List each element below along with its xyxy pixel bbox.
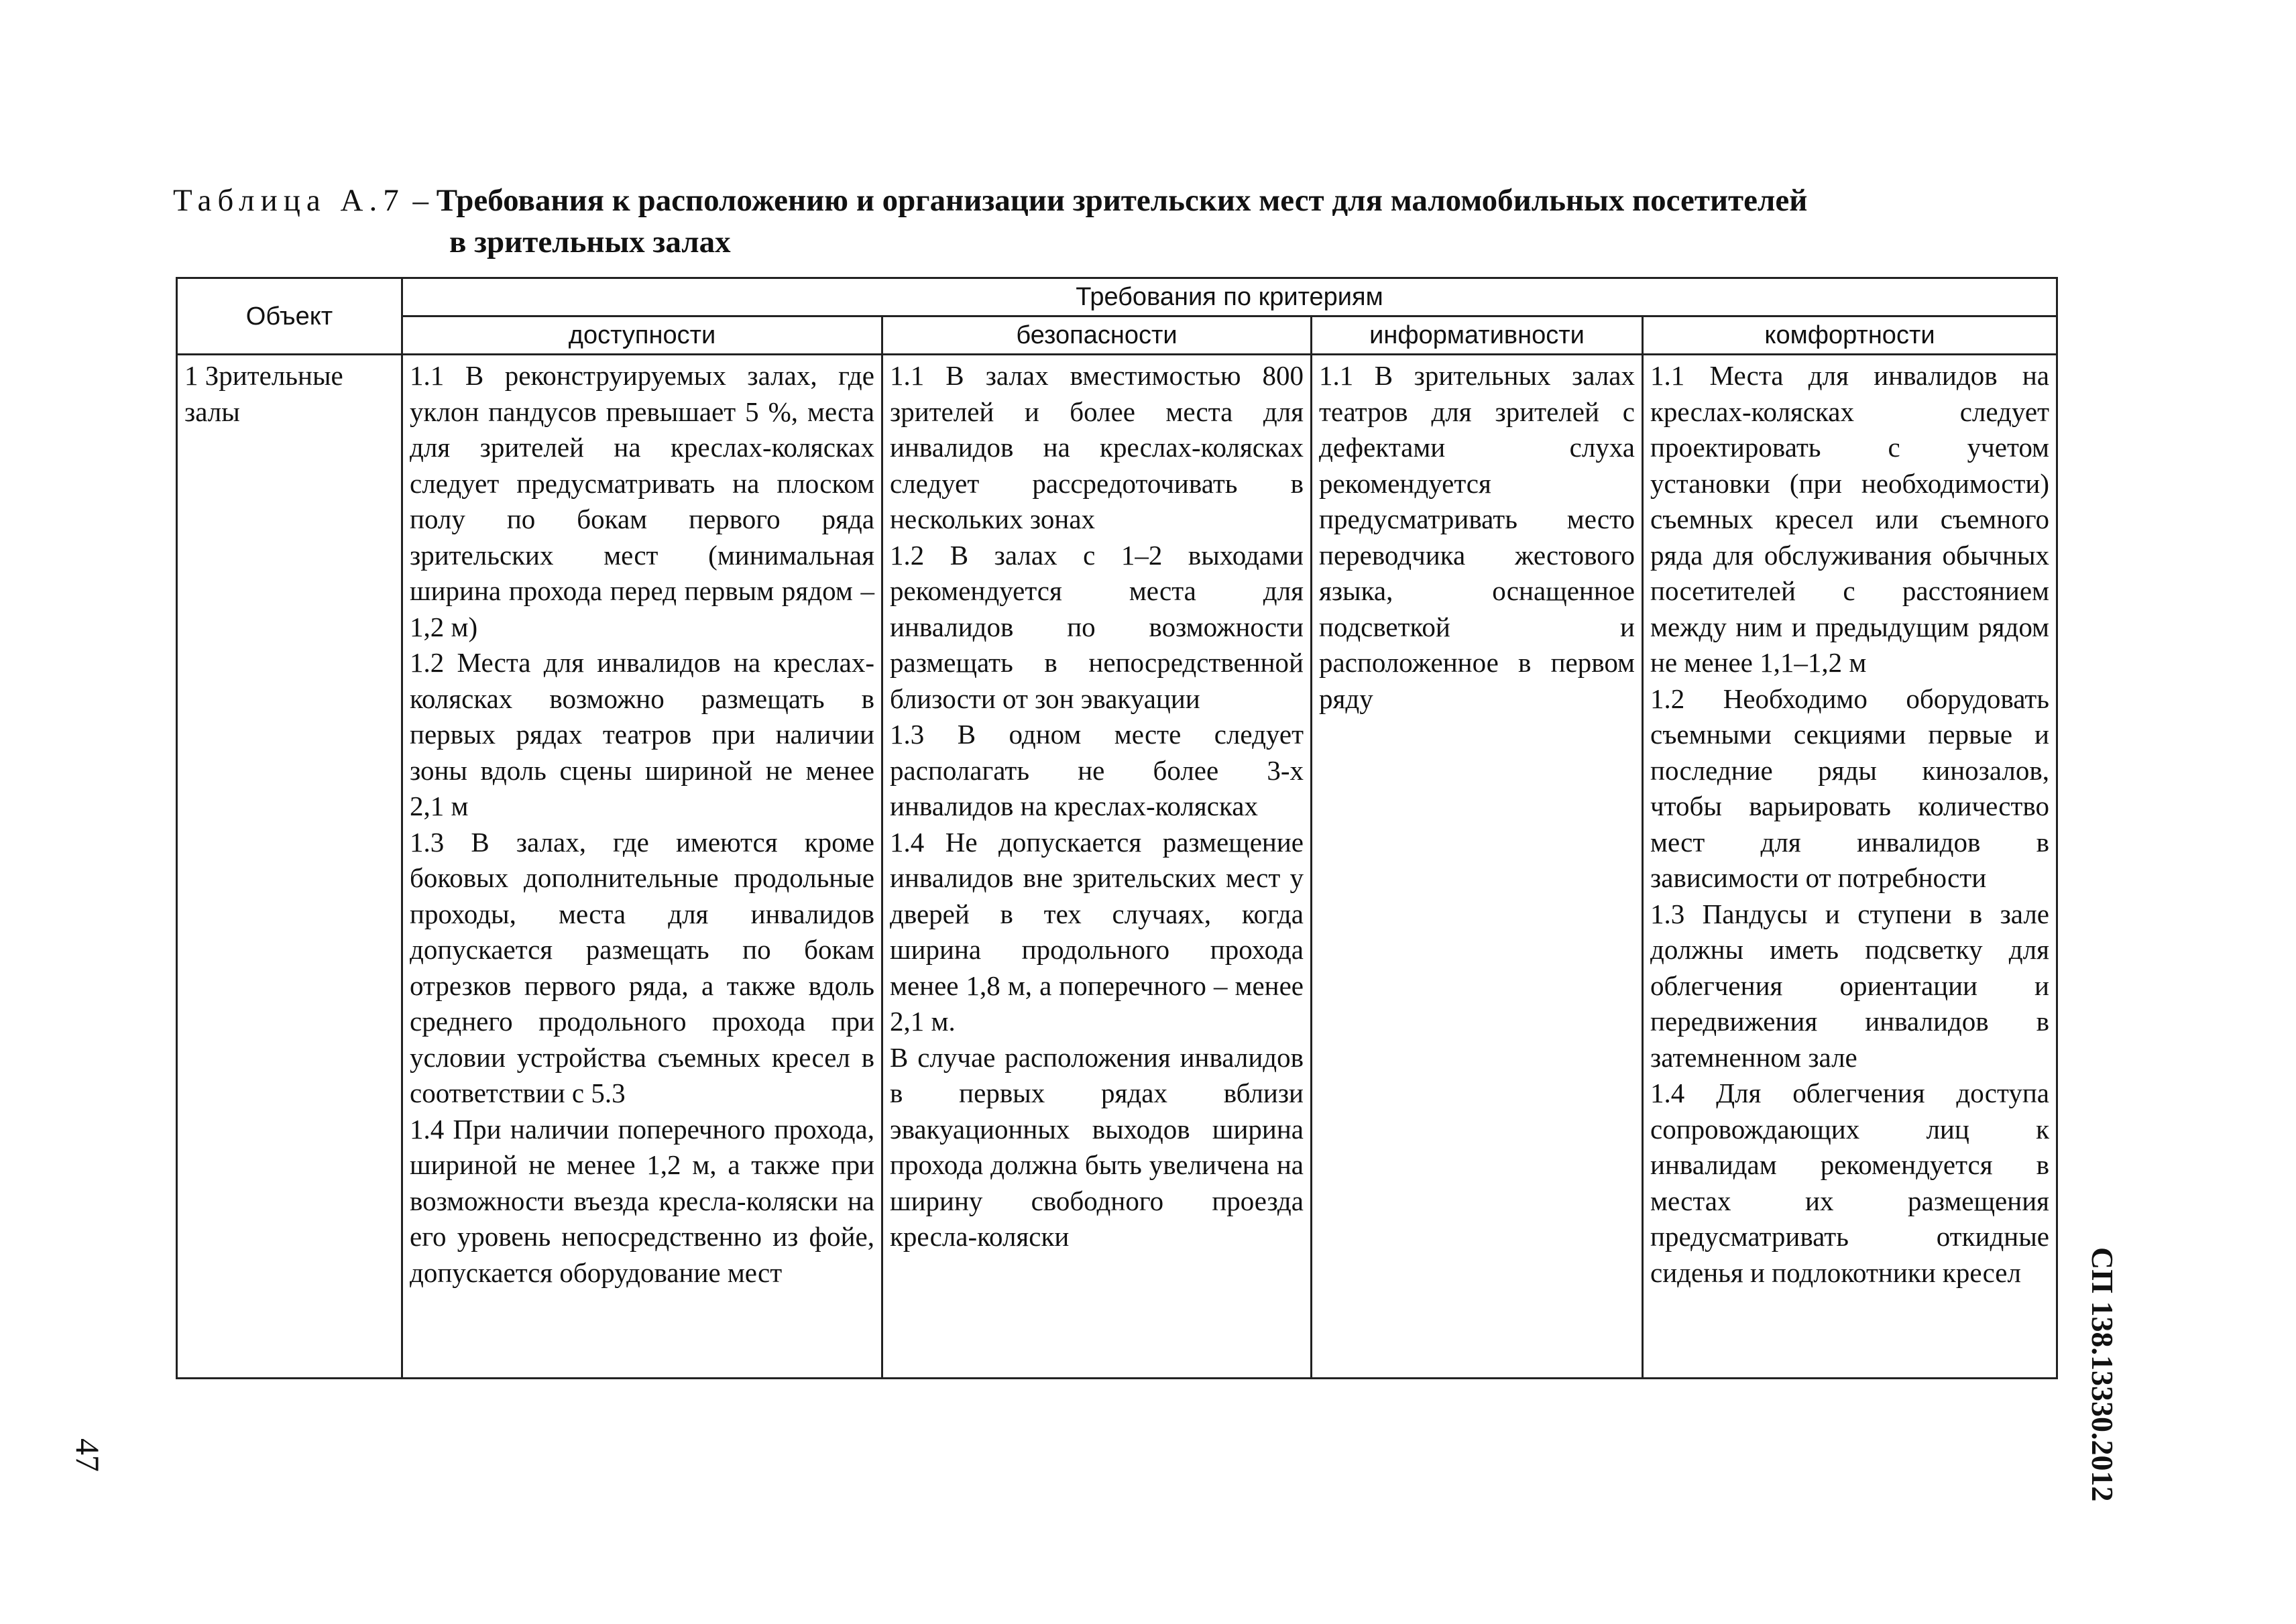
informativeness-item: 1.1 В зрительных залах театров для зрителей с дефектами слуха рекомендуется предусматривать место переводчика жестового языка, оснащенное подсветкой и расположенное в первом ряду bbox=[1319, 360, 1635, 714]
header-informativeness: информативности bbox=[1312, 316, 1643, 355]
safety-item: 1.2 В залах с 1–2 выходами рекомендуется места для инвалидов по возможности размещать в непосредственной близости от зон эвакуации bbox=[890, 539, 1304, 714]
comfort-item: 1.4 Для облегчения доступа сопровождающих лиц к инвалидам рекомендуется в местах их размещения предусматривать откидные сиденья и подлокотники кресел bbox=[1650, 1078, 2049, 1288]
header-criteria-group: Требования по критериям bbox=[402, 278, 2057, 316]
safety-item: 1.3 В одном месте следует располагать не более 3-х инвалидов на креслах-колясках bbox=[890, 719, 1304, 821]
caption-dash: – bbox=[412, 183, 428, 218]
document-code: СП 138.13330.2012 bbox=[2085, 1247, 2120, 1502]
comfort-item: 1.2 Необходимо оборудовать съемными секциями первые и последние ряды кинозалов, чтобы варьировать количество мест для инвалидов в зависимости от потребности bbox=[1650, 683, 2049, 893]
safety-item: 1.1 В залах вместимостью 800 зрителей и более места для инвалидов на креслах-колясках следует рассредоточивать в нескольких зонах bbox=[890, 360, 1304, 534]
safety-item: В случае расположения инвалидов в первых рядах вблизи эвакуационных выходов ширина прохода должна быть увеличена на ширину свободного проезда кресла-коляски bbox=[890, 1041, 1304, 1252]
safety-item: 1.4 Не допускается размещение инвалидов вне зрительских мест у дверей в тех случаях, когда ширина продольного прохода менее 1,8 м, а поперечного – менее 2,1 м. bbox=[890, 826, 1304, 1037]
header-row-2 bbox=[177, 316, 2057, 355]
accessibility-item: 1.3 В залах, где имеются кроме боковых дополнительные продольные проходы, места для инвалидов допускается размещать по бокам отрезков первого ряда, а также вдоль среднего продольного прохода при условии устройства съемных кресел в соответствии с 5.3 bbox=[410, 826, 874, 1108]
accessibility-item: 1.2 Места для инвалидов на креслах-колясках возможно размещать в первых рядах театров при наличии зоны вдоль сцены шириной не менее 2,1 м bbox=[410, 647, 874, 821]
header-row-1 bbox=[177, 278, 2057, 316]
header-comfort: комфортности bbox=[1643, 316, 2057, 355]
accessibility-item: 1.4 При наличии поперечного прохода, шириной не менее 1,2 м, а также при возможности въезда кресла-коляски на его уровень непосредственно из фойе, допускается оборудование мест bbox=[410, 1113, 874, 1288]
header-accessibility: доступности bbox=[402, 316, 882, 355]
cell-informativeness bbox=[1312, 355, 1643, 1379]
page-number: 47 bbox=[69, 1438, 107, 1472]
accessibility-item: 1.1 В реконструируемых залах, где уклон пандусов превышает 5 %, места для зрителей на креслах-колясках следует предусматривать на плоском полу по бокам первого ряда зрительских мест (минимальная ширина прохода перед первым рядом – 1,2 м) bbox=[410, 360, 874, 642]
header-object: Объект bbox=[177, 278, 402, 355]
cell-comfort bbox=[1643, 355, 2057, 1379]
caption-title-line1: Требования к расположению и организации зрительских мест для маломобильных посетителей bbox=[436, 183, 1808, 218]
table-caption bbox=[173, 180, 2071, 263]
comfort-item: 1.1 Места для инвалидов на креслах-колясках следует проектировать с учетом установки (при необходимости) съемных кресел или съемного ряда для обслуживания обычных посетителей с расстоянием между ним и предыдущим рядом не менее 1,1–1,2 м bbox=[1650, 360, 2049, 678]
requirements-table bbox=[176, 277, 2058, 1379]
cell-object: 1 Зрительные залы bbox=[177, 355, 402, 1379]
cell-safety bbox=[882, 355, 1312, 1379]
table-row bbox=[177, 355, 2057, 1379]
caption-label: Таблица А.7 bbox=[173, 183, 405, 218]
comfort-item: 1.3 Пандусы и ступени в зале должны иметь подсветку для облегчения ориентации и передвижения инвалидов в затемненном зале bbox=[1650, 898, 2049, 1073]
header-safety: безопасности bbox=[882, 316, 1312, 355]
cell-accessibility bbox=[402, 355, 882, 1379]
caption-title-line2: в зрительных залах bbox=[449, 225, 731, 259]
